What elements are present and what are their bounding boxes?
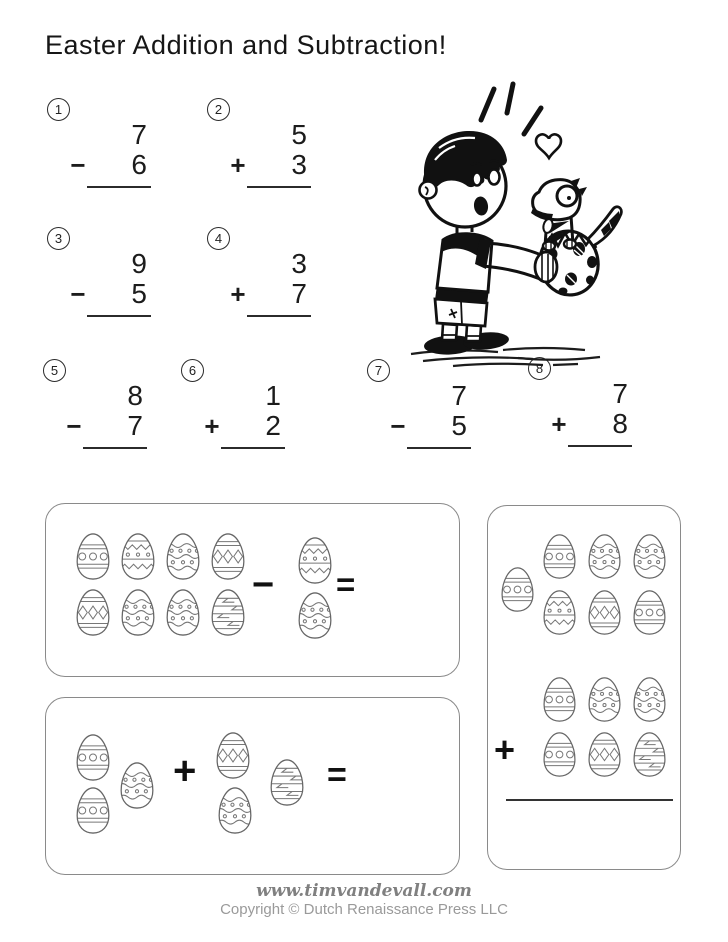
top-number: 8 bbox=[127, 380, 143, 411]
answer-line[interactable] bbox=[87, 186, 151, 188]
easter-egg bbox=[631, 676, 668, 723]
problem-number-badge: 7 bbox=[367, 359, 390, 382]
easter-egg bbox=[541, 676, 578, 723]
footer-website bbox=[0, 881, 728, 901]
easter-egg bbox=[74, 532, 112, 581]
easter-egg bbox=[74, 588, 112, 637]
easter-egg bbox=[631, 731, 668, 778]
footer-copyright bbox=[0, 901, 728, 919]
answer-line[interactable] bbox=[83, 447, 147, 449]
easter-egg bbox=[119, 588, 157, 637]
problem-2 bbox=[207, 98, 319, 194]
easter-egg bbox=[164, 588, 202, 637]
boy-dinosaur-egg-illustration bbox=[393, 78, 683, 378]
plus-sign: + bbox=[230, 150, 246, 180]
website-text: www.timvandevall.com bbox=[256, 881, 472, 901]
bottom-number: 8 bbox=[612, 408, 628, 439]
problem-3 bbox=[47, 227, 159, 323]
problem-number-badge: 5 bbox=[43, 359, 66, 382]
easter-egg bbox=[296, 591, 334, 640]
top-number: 9 bbox=[131, 248, 147, 279]
equals-sign: = bbox=[336, 566, 356, 603]
answer-line[interactable] bbox=[247, 315, 311, 317]
easter-egg bbox=[164, 532, 202, 581]
easter-egg bbox=[119, 532, 157, 581]
problem-5 bbox=[43, 359, 155, 455]
top-number: 3 bbox=[291, 248, 307, 279]
top-number: 5 bbox=[291, 119, 307, 150]
easter-egg bbox=[586, 533, 623, 580]
answer-line[interactable] bbox=[407, 447, 471, 449]
bottom-number: 2 bbox=[265, 410, 281, 441]
top-number: 7 bbox=[131, 119, 147, 150]
easter-egg bbox=[586, 589, 623, 636]
easter-egg bbox=[74, 733, 112, 782]
easter-egg bbox=[74, 786, 112, 835]
easter-egg bbox=[209, 588, 247, 637]
bottom-number: 7 bbox=[127, 410, 143, 441]
bottom-number: 6 bbox=[131, 149, 147, 180]
bottom-number: 5 bbox=[131, 278, 147, 309]
answer-line[interactable] bbox=[247, 186, 311, 188]
picture-problem-subtraction-box bbox=[45, 503, 460, 677]
problem-number-badge: 6 bbox=[181, 359, 204, 382]
easter-egg bbox=[216, 786, 254, 835]
problem-number-badge: 1 bbox=[47, 98, 70, 121]
minus-sign: − bbox=[390, 411, 406, 441]
minus-sign: − bbox=[70, 150, 86, 180]
problem-number-badge: 2 bbox=[207, 98, 230, 121]
easter-egg bbox=[268, 758, 306, 807]
top-number: 7 bbox=[612, 378, 628, 409]
answer-line[interactable] bbox=[221, 447, 285, 449]
easter-egg bbox=[118, 761, 156, 810]
easter-egg bbox=[214, 731, 252, 780]
heart-icon bbox=[536, 134, 561, 158]
bottom-number: 5 bbox=[451, 410, 467, 441]
top-number: 1 bbox=[265, 380, 281, 411]
bottom-number: 3 bbox=[291, 149, 307, 180]
easter-egg bbox=[296, 536, 334, 585]
problem-1 bbox=[47, 98, 159, 194]
problem-4 bbox=[207, 227, 319, 323]
easter-egg bbox=[631, 533, 668, 580]
easter-egg bbox=[499, 566, 536, 613]
easter-egg bbox=[586, 676, 623, 723]
boy-hand bbox=[535, 252, 557, 282]
minus-sign: − bbox=[66, 411, 82, 441]
page-title: Easter Addition and Subtraction! bbox=[45, 30, 447, 60]
plus-sign: + bbox=[173, 749, 197, 793]
bottom-number: 7 bbox=[291, 278, 307, 309]
surprise-dashes-icon bbox=[481, 84, 541, 134]
problem-number-badge: 3 bbox=[47, 227, 70, 250]
problem-6 bbox=[181, 359, 293, 455]
top-number: 7 bbox=[451, 380, 467, 411]
copyright-text: Copyright © Dutch Renaissance Press LLC bbox=[220, 901, 508, 918]
plus-sign: + bbox=[551, 409, 567, 439]
minus-sign: − bbox=[70, 279, 86, 309]
problem-number-badge: 4 bbox=[207, 227, 230, 250]
picture-problem-vertical-addition-box bbox=[487, 505, 681, 870]
answer-line[interactable] bbox=[506, 799, 673, 801]
answer-line[interactable] bbox=[568, 445, 632, 447]
easter-egg bbox=[209, 532, 247, 581]
plus-sign: + bbox=[494, 729, 516, 770]
problem-number-badge: 8 bbox=[528, 357, 551, 380]
minus-sign: − bbox=[252, 564, 275, 606]
easter-egg bbox=[541, 533, 578, 580]
picture-problem-addition-box bbox=[45, 697, 460, 875]
easter-egg bbox=[586, 731, 623, 778]
plus-sign: + bbox=[230, 279, 246, 309]
equals-sign: = bbox=[327, 756, 347, 794]
answer-line[interactable] bbox=[87, 315, 151, 317]
easter-egg bbox=[541, 731, 578, 778]
easter-egg bbox=[631, 589, 668, 636]
boy-figure bbox=[420, 131, 545, 356]
plus-sign: + bbox=[204, 411, 220, 441]
easter-egg bbox=[541, 589, 578, 636]
